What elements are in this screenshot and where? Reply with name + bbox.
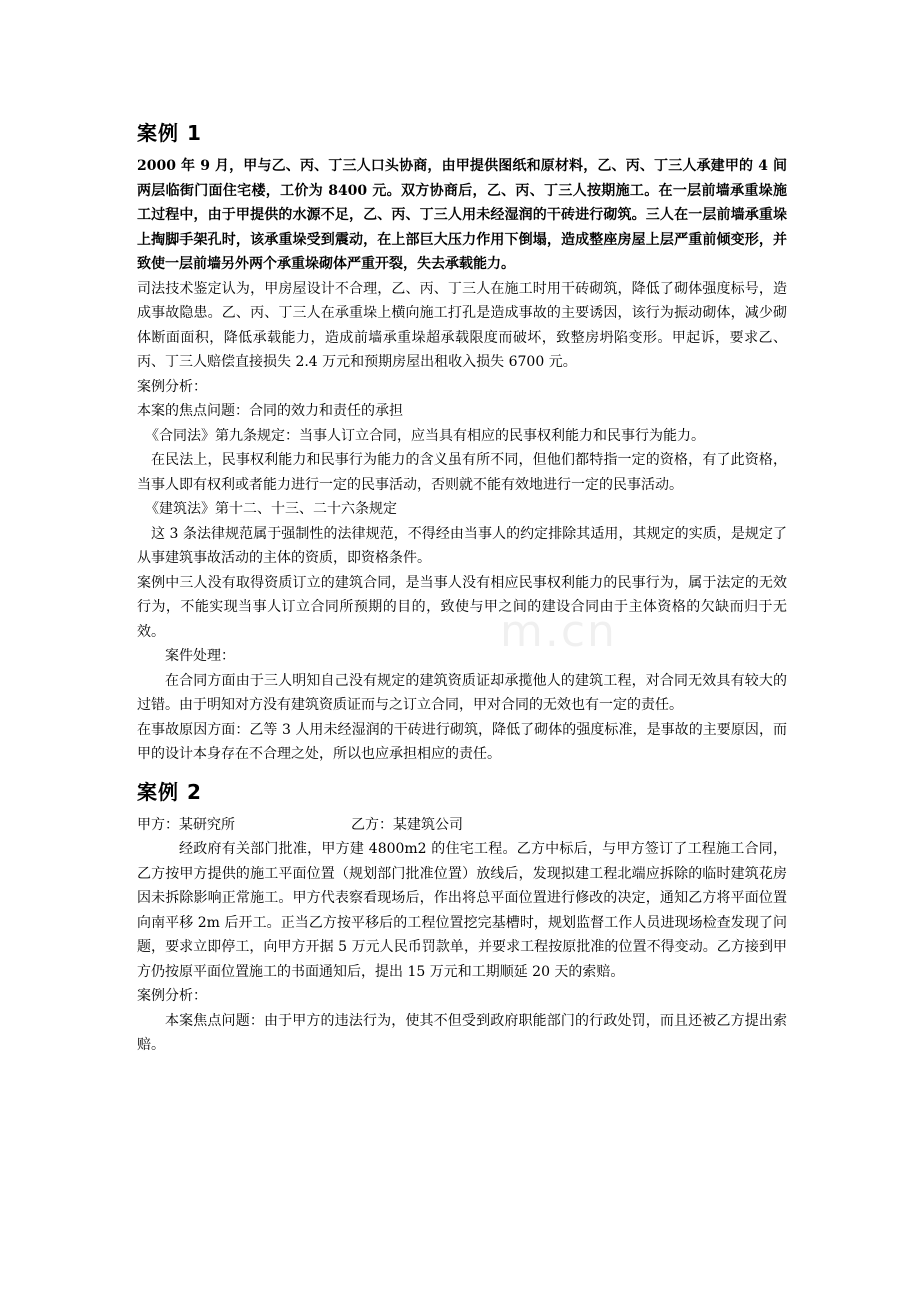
case2-parties xyxy=(137,813,787,838)
document-page xyxy=(137,118,787,1058)
case1-appraisal-paragraph: 司法技术鉴定认为，甲房屋设计不合理，乙、丙、丁三人在施工时用干砖砌筑，降低了砌体强度标号，造成事故隐患。乙、丙、丁三人在承重垛上横向施工打孔是造成事故的主要诱因，该行为振动砌体，减少砌体断面面积，降低承载能力，造成前墙承重垛超承载限度而破坏，致整房坍陷变形。甲起诉，要求乙、丙、丁三人赔偿直接损失 2.4 万元和预期房屋出租收入损失 6700 元。 xyxy=(137,280,787,370)
case2-analysis-label: 案例分析： xyxy=(137,988,207,1004)
case1-handling-label: 案件处理： xyxy=(165,648,235,664)
case1-focus-issue: 本案的焦点问题：合同的效力和责任的承担 xyxy=(137,403,403,419)
case2-title: 案例 2 xyxy=(137,779,202,804)
building-law-description: 这 3 条法律规范属于强制性的法律规范，不得经由当事人的约定排除其适用，其规定的实质，是规定了从事建筑事故活动的主体的资质，即资格条件。 xyxy=(137,525,787,566)
case2-focus-issue: 本案焦点问题：由于甲方的违法行为，使其不但受到政府职能部门的行政处罚，而且还被乙方提出索赔。 xyxy=(137,1012,787,1053)
case1-title: 案例 1 xyxy=(137,121,202,145)
watermark-text: m.cn xyxy=(500,606,617,657)
case2-facts-paragraph: 经政府有关部门批准，甲方建 4800m2 的住宅工程。乙方中标后，与甲方签订了工程施工合同，乙方按甲方提供的施工平面位置（规划部门批准位置）放线后，发现拟建工程北端应拆除的临时建筑花房因未拆除影响正常施工。甲方代表察看现场后，作出将总平面位置进行修改的决定，通知乙方将平面位置向南平移 2m 后开工。正当乙方按平移后的工程位置挖完基槽时，规划监督工作人员进现场检查发现了问题，要求立即停工，向甲方开据 5 万元人民币罚款单，并要求工程按原批准的位置不得变动。乙方接到甲方仍按原平面位置施工的书面通知后，提出 15 万元和工期顺延 20 天的索赔。 xyxy=(137,841,787,980)
building-law-clause: 《建筑法》第十二、十三、二十六条规定 xyxy=(145,501,397,517)
case1-conclusion-paragraph: 案例中三人没有取得资质订立的建筑合同，是当事人没有相应民事权利能力的民事行为，属于法定的无效行为，不能实现当事人订立合同所预期的目的，致使与甲之间的建设合同由于主体资格的欠缺而归于无效。 xyxy=(137,574,787,640)
case1-facts-paragraph: 2000 年 9 月，甲与乙、丙、丁三人口头协商，由甲提供图纸和原材料，乙、丙、丁三人承建甲的 4 间两层临街门面住宅楼，工价为 8400 元。双方协商后，乙、丙、丁三人按期施工。在一层前墙承重垛施工过程中，由于甲提供的水源不足，乙、丙、丁三人用未经湿润的干砖进行砌筑。三人在一层前墙承重垛上掏脚手架孔时，该承重垛受到震动，在上部巨大压力作用下倒塌，造成整座房屋上层严重前倾变形，并致使一层前墙另外两个承重垛砌体严重开裂，失去承载能力。 xyxy=(137,158,787,272)
case1-handling-contract: 在合同方面由于三人明知自己没有规定的建筑资质证却承揽他人的建筑工程，对合同无效具有较大的过错。由于明知对方没有建筑资质证而与之订立合同，甲对合同的无效也有一定的责任。 xyxy=(137,672,787,713)
case1-handling-accident: 在事故原因方面：乙等 3 人用未经湿润的干砖进行砌筑，降低了砌体的强度标准，是事故的主要原因，而甲的设计本身存在不合理之处，所以也应承担相应的责任。 xyxy=(137,721,787,762)
contract-law-clause: 《合同法》第九条规定：当事人订立合同，应当具有相应的民事权利能力和民事行为能力。 xyxy=(145,427,705,444)
civil-law-paragraph: 在民法上，民事权利能力和民事行为能力的含义虽有所不同，但他们都特指一定的资格，有了此资格，当事人即有权利或者能力进行一定的民事活动，否则就不能有效地进行一定的民事活动。 xyxy=(137,452,787,493)
party-a-label: 甲方：某研究所 xyxy=(137,816,235,833)
case1-analysis-label: 案例分析： xyxy=(137,378,207,395)
party-b-label: 乙方：某建筑公司 xyxy=(351,816,463,833)
